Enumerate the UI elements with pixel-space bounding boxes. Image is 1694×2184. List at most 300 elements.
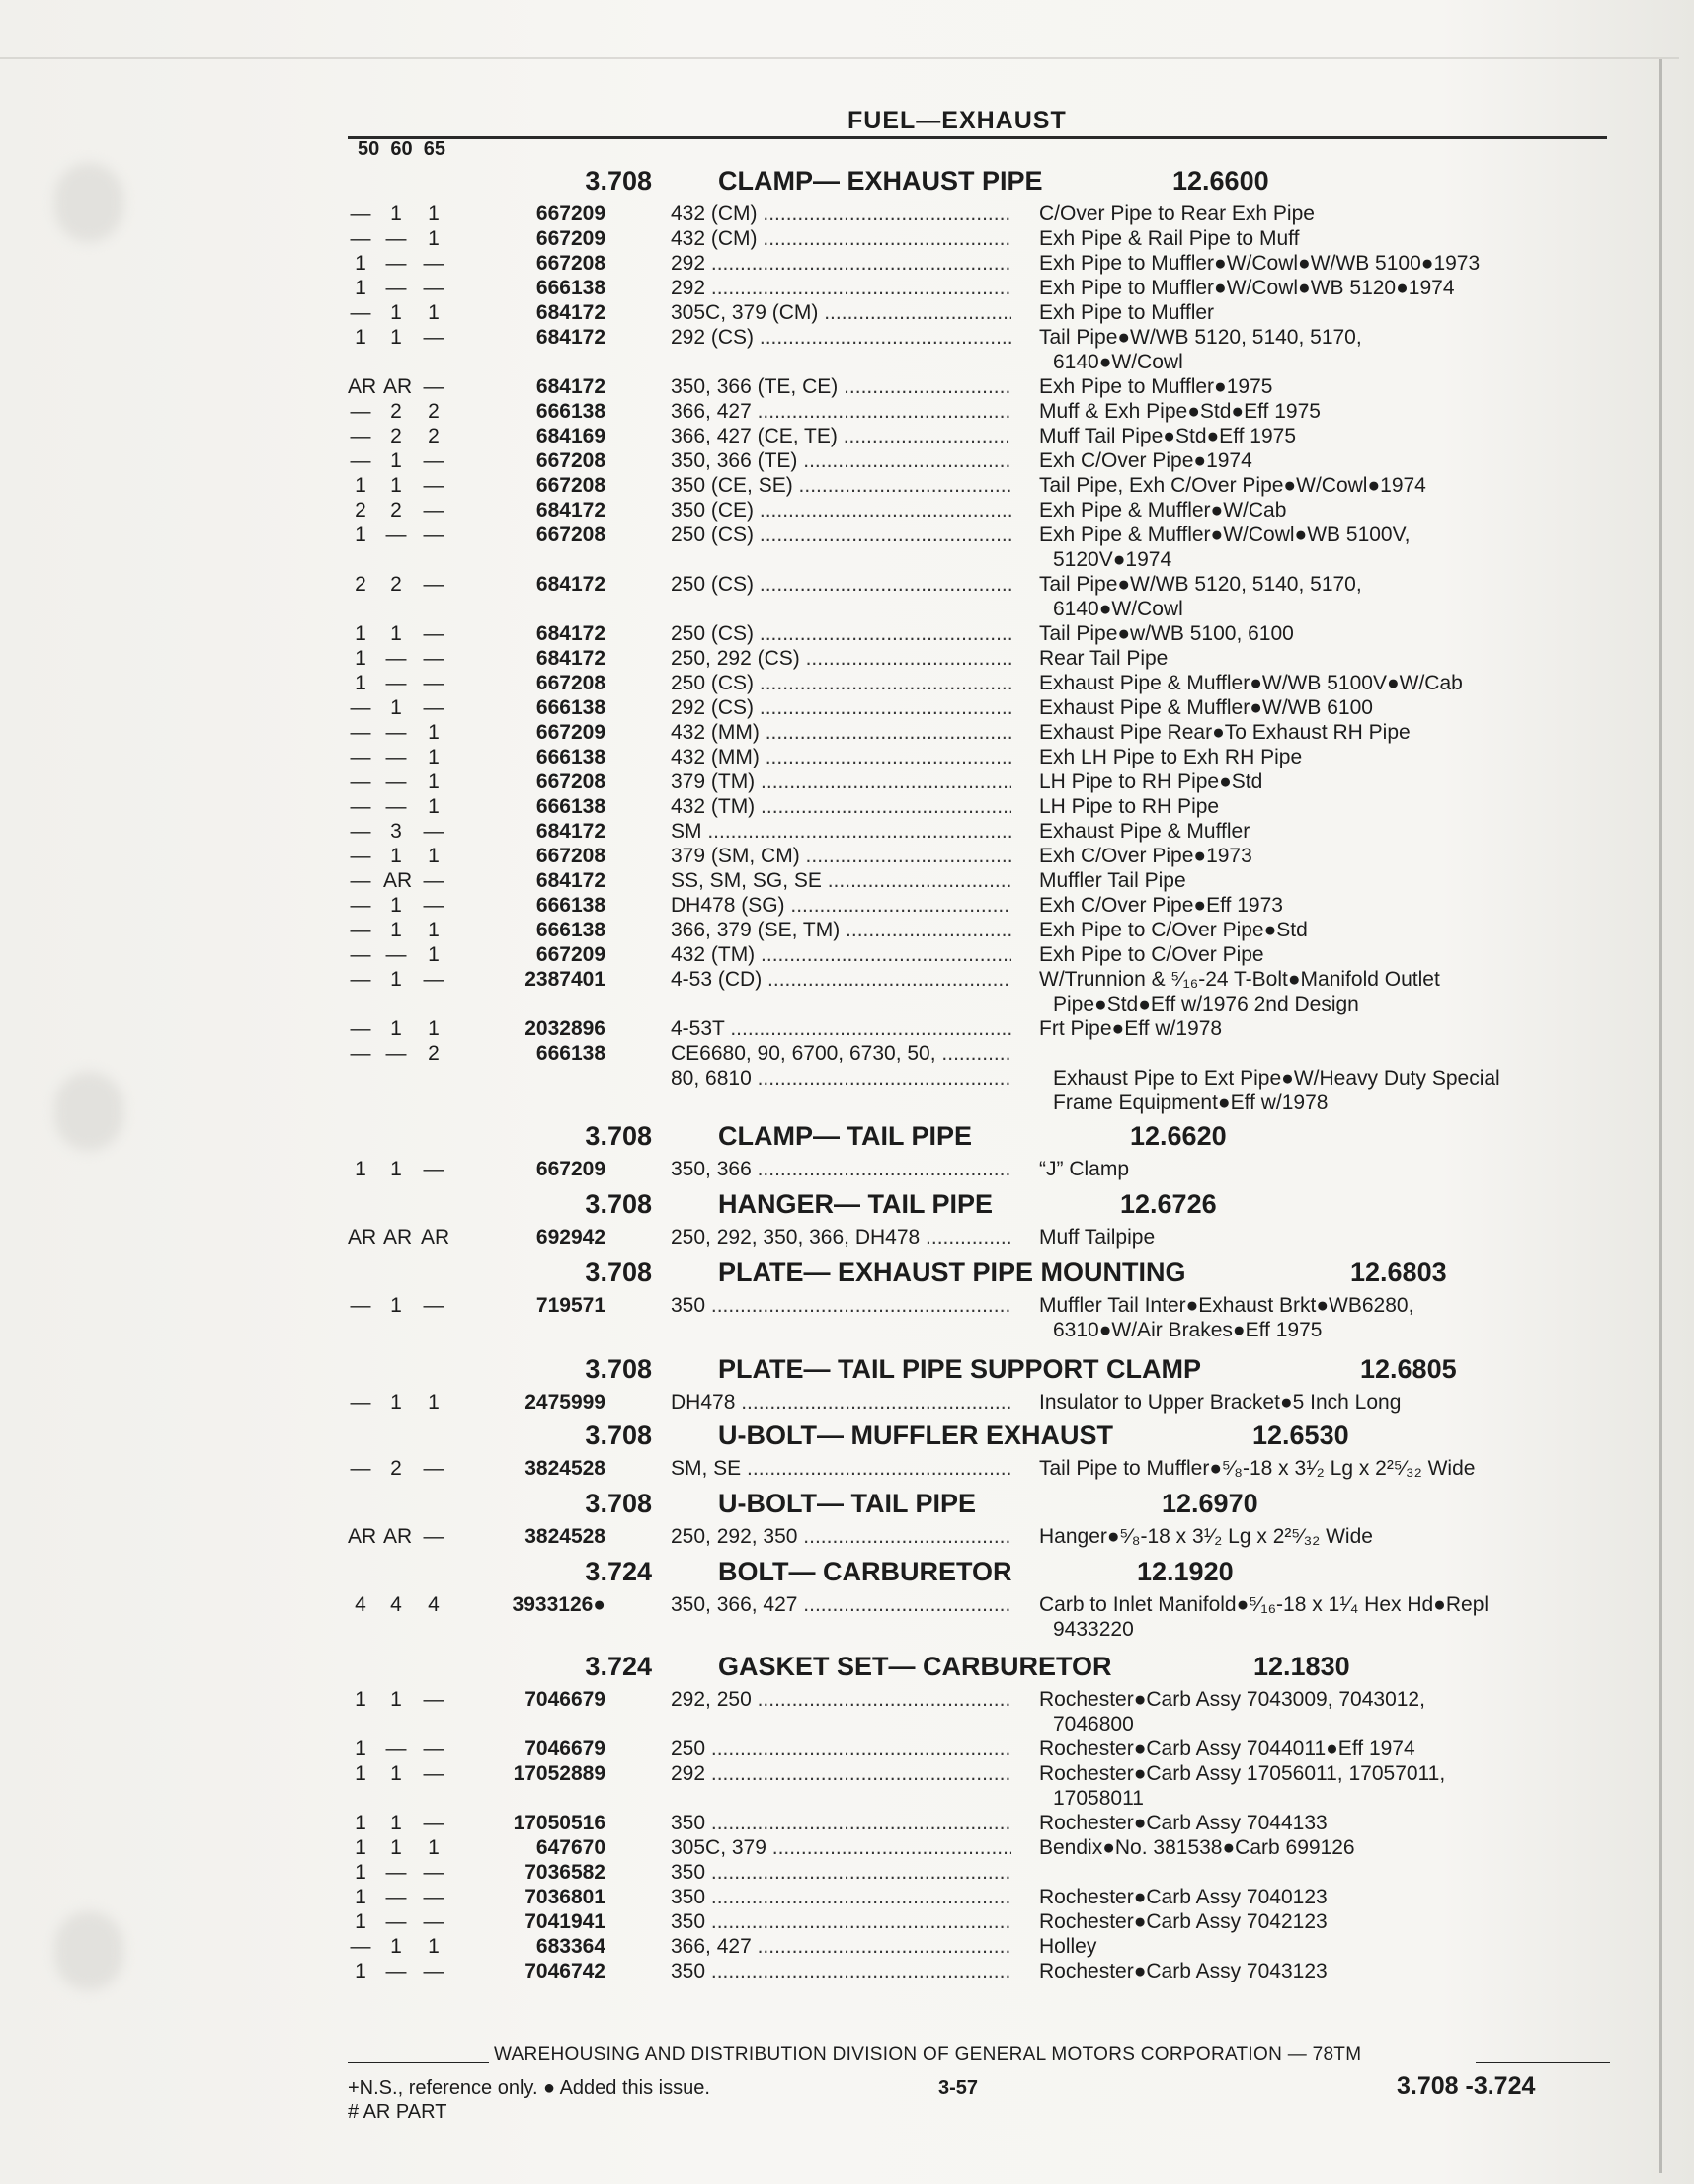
- description-line: Rochester●Carb Assy 7042123: [1039, 1910, 1328, 1933]
- quantity-cell: 1: [355, 1738, 366, 1760]
- description: [1039, 448, 1602, 473]
- quantity-cell: AR: [383, 1525, 413, 1548]
- part-row: [348, 1390, 1612, 1415]
- part-row: [348, 226, 1612, 251]
- description-line: 6140●W/Cowl: [1053, 598, 1183, 620]
- models-cell: 432 (TM) .....: [671, 794, 1011, 819]
- description-line: Exh C/Over Pipe●1974: [1039, 449, 1252, 472]
- year-50: 50: [358, 138, 380, 160]
- quantity-cell: 1: [428, 1935, 440, 1958]
- section-header: [348, 1257, 1612, 1293]
- description: [1039, 1456, 1602, 1481]
- section-name: GASKET SET— CARBURETOR: [718, 1652, 1112, 1681]
- part-row: [348, 1293, 1612, 1342]
- part-number: 684172: [535, 647, 605, 670]
- quantity-cell: —: [423, 1762, 444, 1785]
- quantity-cell: —: [423, 1738, 444, 1760]
- quantity-cell: 1: [428, 919, 440, 941]
- part-row: [348, 769, 1612, 794]
- part-row: [348, 1885, 1612, 1909]
- quantity-cell: —: [350, 227, 371, 250]
- description: [1039, 844, 1602, 868]
- models-cell: 292 .....: [671, 251, 1011, 276]
- section-name: CLAMP— EXHAUST PIPE: [718, 166, 1043, 196]
- part-number: 666138: [535, 919, 605, 941]
- part-number: 666138: [535, 746, 605, 768]
- part-row: [348, 1835, 1612, 1860]
- quantity-cell: 1: [355, 672, 366, 694]
- description: [1039, 399, 1602, 424]
- part-number: 719571: [535, 1294, 605, 1317]
- description-line: Exh Pipe to C/Over Pipe: [1039, 943, 1264, 966]
- quantity-cell: 1: [390, 1812, 402, 1834]
- quantity-cell: —: [350, 400, 371, 423]
- part-number: 692942: [535, 1226, 605, 1249]
- binder-hole-top: [54, 163, 123, 242]
- description-line: [1039, 1860, 1602, 1885]
- quantity-cell: —: [423, 277, 444, 299]
- models-cell: 292 (CS) .....: [671, 325, 1011, 350]
- quantity-cell: 1: [428, 943, 440, 966]
- quantity-cell: 1: [390, 894, 402, 917]
- section-code: 12.6726: [1120, 1189, 1217, 1219]
- part-row: [348, 1016, 1612, 1041]
- group-number: 3.708: [585, 1257, 652, 1287]
- quantity-cell: 1: [390, 1836, 402, 1859]
- part-row: [348, 1934, 1612, 1959]
- description: [1039, 967, 1602, 1016]
- description-line: Muff Tail Pipe●Std●Eff 1975: [1039, 425, 1297, 447]
- description: [1039, 374, 1602, 399]
- catalog-sections: [348, 166, 1612, 1983]
- quantity-cell: 1: [390, 202, 402, 225]
- description-line: C/Over Pipe to Rear Exh Pipe: [1039, 202, 1315, 225]
- section: [348, 1257, 1612, 1342]
- description: [1039, 621, 1602, 646]
- quantity-cell: —: [423, 1525, 444, 1548]
- description-line: Tail Pipe●w/WB 5100, 6100: [1039, 622, 1294, 645]
- models-cell: 350 .....: [671, 1293, 1011, 1318]
- part-row: [348, 1225, 1612, 1250]
- description: [1039, 1293, 1602, 1342]
- part-number: 684172: [535, 573, 605, 596]
- section: [348, 1189, 1612, 1250]
- quantity-cell: 1: [390, 622, 402, 645]
- description: [1039, 251, 1602, 276]
- section-code: 12.6600: [1172, 166, 1269, 196]
- part-row: [348, 745, 1612, 769]
- part-row: [348, 325, 1612, 374]
- quantity-cell: 1: [355, 1886, 366, 1908]
- part-row: [348, 893, 1612, 918]
- quantity-cell: —: [385, 1861, 407, 1884]
- quantity-cell: 1: [390, 1688, 402, 1711]
- description-line: Pipe●Std●Eff w/1976 2nd Design: [1053, 993, 1359, 1015]
- quantity-cell: 1: [355, 524, 366, 546]
- description: [1039, 498, 1602, 523]
- quantity-cell: 1: [428, 845, 440, 867]
- description: [1039, 769, 1602, 794]
- quantity-cell: —: [423, 326, 444, 349]
- quantity-cell: —: [385, 1738, 407, 1760]
- quantity-cell: —: [350, 795, 371, 818]
- part-number: 3824528: [524, 1457, 605, 1480]
- quantity-cell: —: [423, 894, 444, 917]
- part-number: 667208: [535, 524, 605, 546]
- quantity-cell: —: [385, 746, 407, 768]
- quantity-cell: 1: [355, 252, 366, 275]
- quantity-cell: —: [350, 1935, 371, 1958]
- quantity-cell: —: [350, 894, 371, 917]
- part-number: 666138: [535, 795, 605, 818]
- description-line: Exhaust Pipe & Muffler: [1039, 820, 1250, 843]
- description-line: Bendix●No. 381538●Carb 699126: [1039, 1836, 1355, 1859]
- description-line: Tail Pipe●W/WB 5120, 5140, 5170,: [1039, 573, 1362, 596]
- quantity-cell: —: [350, 1391, 371, 1414]
- part-number: 667208: [535, 474, 605, 497]
- models-cell: 432 (CM) .....: [671, 226, 1011, 251]
- quantity-cell: 1: [428, 746, 440, 768]
- quantity-cell: —: [385, 672, 407, 694]
- part-number: 7036801: [524, 1886, 605, 1908]
- models-cell: 366, 427 .....: [671, 399, 1011, 424]
- quantity-cell: —: [423, 1158, 444, 1180]
- models-cell: DH478 .....: [671, 1390, 1011, 1415]
- description-line: Frt Pipe●Eff w/1978: [1039, 1017, 1223, 1040]
- group-number: 3.708: [585, 1489, 652, 1518]
- part-row: [348, 942, 1612, 967]
- quantity-cell: 1: [355, 1762, 366, 1785]
- description: [1039, 1761, 1602, 1811]
- quantity-cell: —: [350, 696, 371, 719]
- footer-rule-right: [1476, 2062, 1610, 2063]
- quantity-cell: 1: [390, 1294, 402, 1317]
- quantity-cell: 1: [428, 301, 440, 324]
- section-code: 12.6803: [1350, 1257, 1447, 1287]
- part-number: 667209: [535, 202, 605, 225]
- quantity-cell: 3: [390, 820, 402, 843]
- description-line: Muff Tailpipe: [1039, 1226, 1156, 1249]
- description: [1039, 424, 1602, 448]
- part-row: [348, 1041, 1612, 1115]
- description: [1039, 1885, 1602, 1909]
- models-cell: 432 (MM) .....: [671, 745, 1011, 769]
- quantity-cell: 1: [390, 301, 402, 324]
- description: [1039, 1909, 1602, 1934]
- models-cell: 250 (CS) .....: [671, 523, 1011, 547]
- quantity-cell: 1: [355, 647, 366, 670]
- models-cell: 350, 366, 427 .....: [671, 1592, 1011, 1617]
- quantity-cell: 1: [428, 1391, 440, 1414]
- section-header: [348, 1489, 1612, 1524]
- part-row: [348, 448, 1612, 473]
- description: [1039, 1225, 1602, 1250]
- description: [1039, 325, 1602, 374]
- description: [1039, 1041, 1602, 1115]
- models-cell: 292, 250 .....: [671, 1687, 1011, 1712]
- quantity-cell: 1: [390, 1762, 402, 1785]
- description-line: Tail Pipe, Exh C/Over Pipe●W/Cowl●1974: [1039, 474, 1426, 497]
- description-line: Exhaust Pipe & Muffler●W/WB 6100: [1039, 696, 1373, 719]
- section: [348, 1420, 1612, 1481]
- part-number: 684172: [535, 820, 605, 843]
- section-name: U-BOLT— MUFFLER EXHAUST: [718, 1420, 1113, 1450]
- quantity-cell: 1: [355, 277, 366, 299]
- description-line: 7046800: [1053, 1713, 1134, 1736]
- quantity-cell: 1: [390, 1017, 402, 1040]
- quantity-cell: —: [423, 499, 444, 522]
- quantity-cell: 4: [390, 1593, 402, 1616]
- section-header: [348, 1189, 1612, 1225]
- quantity-cell: 2: [390, 573, 402, 596]
- quantity-cell: —: [423, 252, 444, 275]
- quantity-cell: —: [423, 1886, 444, 1908]
- footnote-reference: +N.S., reference only. ● Added this issue.: [348, 2077, 710, 2099]
- description-line: Rochester●Carb Assy 17056011, 17057011,: [1039, 1762, 1446, 1785]
- section-header: [348, 1652, 1612, 1687]
- models-cell: 432 (TM) .....: [671, 942, 1011, 967]
- models-cell: 250 (CS) .....: [671, 671, 1011, 695]
- quantity-cell: 2: [390, 499, 402, 522]
- description: [1039, 1934, 1602, 1959]
- quantity-cell: AR: [421, 1226, 450, 1249]
- part-number: 2475999: [524, 1391, 605, 1414]
- quantity-cell: 1: [390, 474, 402, 497]
- part-number: 7036582: [524, 1861, 605, 1884]
- quantity-cell: 1: [355, 474, 366, 497]
- models-cell: SM, SE .....: [671, 1456, 1011, 1481]
- quantity-cell: 1: [428, 227, 440, 250]
- quantity-cell: AR: [348, 1525, 377, 1548]
- part-number: 7046679: [524, 1688, 605, 1711]
- description-line: Rochester●Carb Assy 7043009, 7043012,: [1039, 1688, 1425, 1711]
- quantity-cell: 2: [390, 400, 402, 423]
- quantity-cell: 2: [428, 1042, 440, 1065]
- quantity-cell: —: [423, 622, 444, 645]
- title-rule: [348, 136, 1607, 139]
- models-cell: 350, 366 (TE) .....: [671, 448, 1011, 473]
- quantity-cell: —: [385, 524, 407, 546]
- description-line: Exh Pipe & Rail Pipe to Muff: [1039, 227, 1300, 250]
- part-row: [348, 1687, 1612, 1737]
- part-row: [348, 621, 1612, 646]
- part-row: [348, 572, 1612, 621]
- models-cell: 432 (MM) .....: [671, 720, 1011, 745]
- models-cell: 250, 292, 350, 366, DH478 .....: [671, 1225, 1011, 1250]
- models-cell: SM .....: [671, 819, 1011, 844]
- quantity-cell: —: [350, 1042, 371, 1065]
- footnote-ar-part: # AR PART: [348, 2101, 447, 2123]
- part-number: 7046679: [524, 1738, 605, 1760]
- models-cell: 250 .....: [671, 1737, 1011, 1761]
- part-row: [348, 868, 1612, 893]
- description: [1039, 1524, 1602, 1549]
- quantity-cell: —: [423, 449, 444, 472]
- quantity-cell: 1: [390, 326, 402, 349]
- quantity-cell: —: [423, 375, 444, 398]
- part-row: [348, 1524, 1612, 1549]
- quantity-cell: AR: [383, 1226, 413, 1249]
- part-row: [348, 498, 1612, 523]
- part-number: 647670: [535, 1836, 605, 1859]
- quantity-cell: —: [423, 696, 444, 719]
- models-cell: 350 (CE, SE) .....: [671, 473, 1011, 498]
- models-cell: 292 .....: [671, 276, 1011, 300]
- part-number: 667208: [535, 845, 605, 867]
- models-cell: 350, 366 (TE, CE) .....: [671, 374, 1011, 399]
- part-number: 7041941: [524, 1910, 605, 1933]
- description: [1039, 918, 1602, 942]
- description-line: Muffler Tail Inter●Exhaust Brkt●WB6280,: [1039, 1294, 1414, 1317]
- description-line: Exh Pipe to C/Over Pipe●Std: [1039, 919, 1308, 941]
- part-number: 666138: [535, 400, 605, 423]
- part-number: 667209: [535, 721, 605, 744]
- part-row: [348, 424, 1612, 448]
- quantity-cell: —: [423, 474, 444, 497]
- group-number: 3.708: [585, 1420, 652, 1450]
- binder-hole-bottom: [54, 1911, 123, 1990]
- part-number: 666138: [535, 894, 605, 917]
- description-line: Carb to Inlet Manifold●⁵⁄₁₆-18 x 1¹⁄₄ Hex Hd●Repl: [1039, 1593, 1490, 1616]
- quantity-cell: —: [350, 1457, 371, 1480]
- part-number: 17050516: [513, 1812, 605, 1834]
- quantity-cell: AR: [348, 375, 377, 398]
- description-line: Exh Pipe & Muffler●W/Cowl●WB 5100V,: [1039, 524, 1411, 546]
- quantity-cell: —: [385, 1910, 407, 1933]
- description: [1039, 1687, 1602, 1737]
- description: [1039, 1860, 1602, 1885]
- part-row: [348, 1456, 1612, 1481]
- part-row: [348, 300, 1612, 325]
- section: [348, 166, 1612, 1115]
- quantity-cell: 1: [390, 968, 402, 991]
- description: [1039, 720, 1602, 745]
- quantity-cell: 1: [390, 1391, 402, 1414]
- part-number: 684172: [535, 869, 605, 892]
- section-code: 12.6970: [1162, 1489, 1258, 1518]
- part-row: [348, 844, 1612, 868]
- quantity-cell: —: [423, 968, 444, 991]
- quantity-cell: 1: [355, 1861, 366, 1884]
- quantity-cell: —: [385, 721, 407, 744]
- section-code: 12.6620: [1130, 1121, 1227, 1151]
- part-row: [348, 819, 1612, 844]
- quantity-cell: —: [350, 845, 371, 867]
- section: [348, 1121, 1612, 1181]
- quantity-cell: —: [350, 721, 371, 744]
- quantity-cell: —: [385, 647, 407, 670]
- quantity-cell: 1: [428, 202, 440, 225]
- quantity-cell: —: [423, 672, 444, 694]
- description: [1039, 942, 1602, 967]
- description-line: Rochester●Carb Assy 7040123: [1039, 1886, 1328, 1908]
- part-number: 667208: [535, 252, 605, 275]
- description: [1039, 1157, 1602, 1181]
- models-cell: 350 .....: [671, 1959, 1011, 1983]
- part-row: [348, 473, 1612, 498]
- quantity-cell: 1: [390, 1158, 402, 1180]
- description-line: Exh Pipe to Muffler●W/Cowl●WB 5120●1974: [1039, 277, 1455, 299]
- quantity-cell: —: [423, 573, 444, 596]
- section-header: [348, 1557, 1612, 1592]
- section-header: [348, 1354, 1612, 1390]
- description: [1039, 1016, 1602, 1041]
- part-number: 2387401: [524, 968, 605, 991]
- quantity-cell: —: [423, 1861, 444, 1884]
- models-cell: 4-53T .....: [671, 1016, 1011, 1041]
- section: [348, 1557, 1612, 1642]
- part-number: 684172: [535, 301, 605, 324]
- part-row: [348, 374, 1612, 399]
- description-line: Exhaust Pipe & Muffler●W/WB 5100V●W/Cab: [1039, 672, 1463, 694]
- part-number: 666138: [535, 696, 605, 719]
- description-line: Rochester●Carb Assy 7043123: [1039, 1960, 1328, 1982]
- models-cell: DH478 (SG) .....: [671, 893, 1011, 918]
- quantity-cell: AR: [348, 1226, 377, 1249]
- part-number: 2032896: [524, 1017, 605, 1040]
- models-cell: 4-53 (CD) .....: [671, 967, 1011, 992]
- quantity-cell: —: [350, 301, 371, 324]
- quantity-cell: —: [385, 1886, 407, 1908]
- part-number: 683364: [535, 1935, 605, 1958]
- section-header: [348, 166, 1612, 202]
- description: [1039, 893, 1602, 918]
- description-line: W/Trunnion & ⁵⁄₁₆-24 T-Bolt●Manifold Outlet: [1039, 968, 1440, 991]
- description-line: Exh C/Over Pipe●Eff 1973: [1039, 894, 1283, 917]
- part-row: [348, 1761, 1612, 1811]
- models-cell: 350 .....: [671, 1885, 1011, 1909]
- quantity-cell: —: [350, 425, 371, 447]
- description-line: Exh Pipe to Muffler●1975: [1039, 375, 1273, 398]
- description-line: LH Pipe to RH Pipe●Std: [1039, 770, 1263, 793]
- section-name: BOLT— CARBURETOR: [718, 1557, 1012, 1586]
- quantity-cell: —: [385, 1960, 407, 1982]
- binder-hole-middle: [54, 1072, 123, 1151]
- models-cell: 350 .....: [671, 1860, 1011, 1885]
- part-number: 666138: [535, 277, 605, 299]
- page-title: FUEL—EXHAUST: [847, 107, 1067, 134]
- part-row: [348, 1860, 1612, 1885]
- part-row: [348, 646, 1612, 671]
- quantity-cell: —: [385, 1042, 407, 1065]
- description-line: 9433220: [1053, 1618, 1134, 1641]
- part-row: [348, 1592, 1612, 1642]
- description: [1039, 276, 1602, 300]
- quantity-cell: 2: [428, 425, 440, 447]
- quantity-cell: 1: [428, 1836, 440, 1859]
- quantity-cell: 1: [390, 845, 402, 867]
- models-cell: 379 (TM) .....: [671, 769, 1011, 794]
- quantity-cell: —: [423, 647, 444, 670]
- description-line: Muffler Tail Pipe: [1039, 869, 1186, 892]
- quantity-cell: 1: [355, 622, 366, 645]
- part-row: [348, 1959, 1612, 1983]
- quantity-cell: —: [350, 770, 371, 793]
- part-number: 7046742: [524, 1960, 605, 1982]
- models-cell: 366, 427 (CE, TE) .....: [671, 424, 1011, 448]
- quantity-cell: 1: [355, 1158, 366, 1180]
- quantity-cell: —: [350, 1017, 371, 1040]
- part-number: 17052889: [513, 1762, 605, 1785]
- part-row: [348, 202, 1612, 226]
- section-code: 12.6805: [1360, 1354, 1457, 1384]
- models-cell: SS, SM, SG, SE .....: [671, 868, 1011, 893]
- description-line: 6140●W/Cowl: [1053, 351, 1183, 373]
- quantity-cell: 1: [428, 721, 440, 744]
- section: [348, 1652, 1612, 1983]
- section: [348, 1489, 1612, 1549]
- description-line: Exh C/Over Pipe●1973: [1039, 845, 1252, 867]
